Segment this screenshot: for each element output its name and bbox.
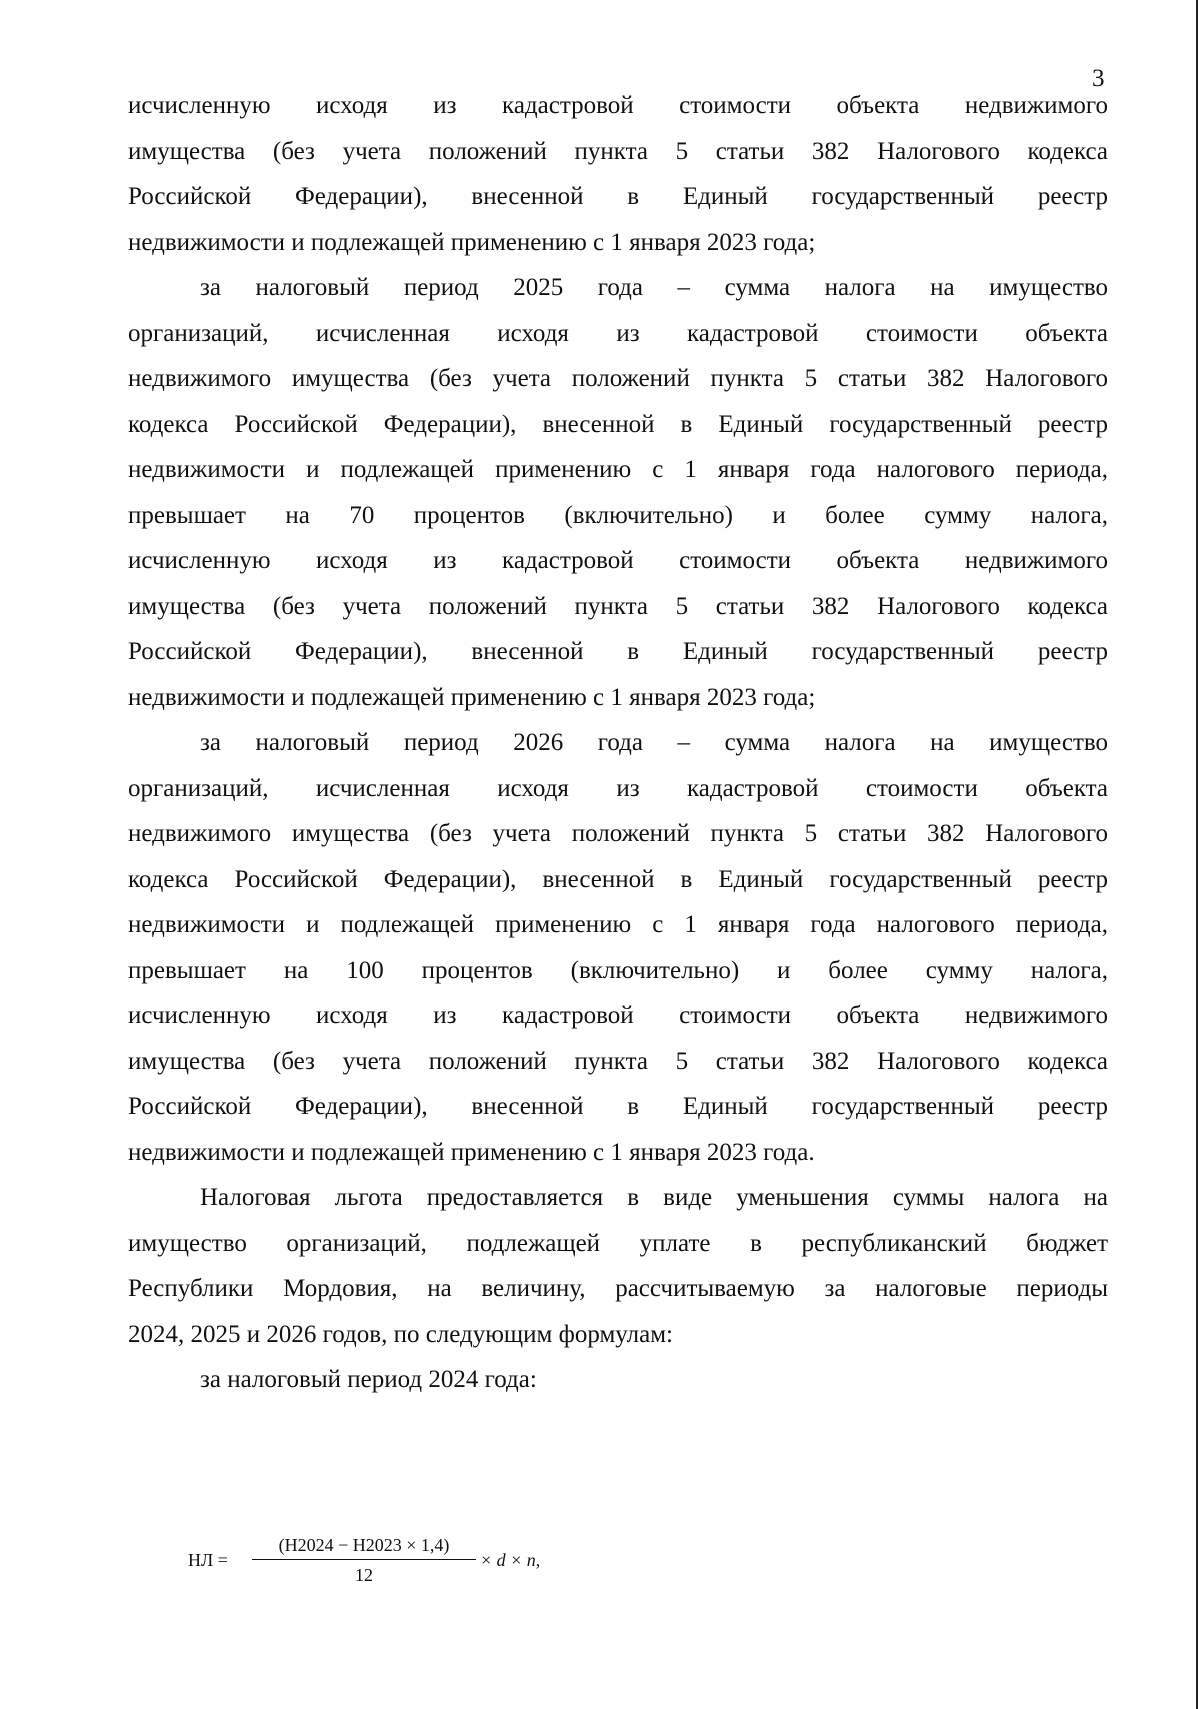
- text-line: кодекса Российской Федерации), внесенной в Единый государственный реестр: [128, 866, 1108, 893]
- text-line: исчисленную исходя из кадастровой стоимости объекта недвижимого: [128, 92, 1108, 119]
- text-line: исчисленную исходя из кадастровой стоимости объекта недвижимого: [128, 1002, 1108, 1029]
- formula-fraction: [252, 1532, 476, 1588]
- text-line: недвижимости и подлежащей применению с 1 января 2023 года.: [128, 1139, 815, 1166]
- text-line: Налоговая льгота предоставляется в виде уменьшения суммы налога на: [200, 1184, 1108, 1211]
- text-line: исчисленную исходя из кадастровой стоимости объекта недвижимого: [128, 547, 1108, 574]
- text-line: имущества (без учета положений пункта 5 статьи 382 Налогового кодекса: [128, 138, 1108, 165]
- text-line: имущества (без учета положений пункта 5 статьи 382 Налогового кодекса: [128, 593, 1108, 620]
- text-line: недвижимости и подлежащей применению с 1 января года налогового периода,: [128, 911, 1108, 938]
- formula-lhs: НЛ =: [188, 1550, 228, 1570]
- formula-denominator: 12: [355, 1565, 373, 1585]
- formula-rhs: × d × n,: [480, 1550, 541, 1570]
- page-edge: [1196, 0, 1198, 1709]
- text-line: за налоговый период 2024 года:: [200, 1366, 537, 1393]
- text-line: недвижимости и подлежащей применению с 1 января 2023 года;: [128, 684, 816, 711]
- text-line: за налоговый период 2026 года – сумма налога на имущество: [200, 729, 1108, 756]
- text-line: Республики Мордовия, на величину, рассчитываемую за налоговые периоды: [128, 1275, 1108, 1302]
- text-line: кодекса Российской Федерации), внесенной в Единый государственный реестр: [128, 411, 1108, 438]
- text-line: недвижимости и подлежащей применению с 1 января 2023 года;: [128, 229, 816, 256]
- fraction-bar: [252, 1559, 476, 1560]
- text-line: организаций, исчисленная исходя из кадастровой стоимости объекта: [128, 775, 1108, 802]
- text-line: недвижимого имущества (без учета положений пункта 5 статьи 382 Налогового: [128, 365, 1108, 392]
- text-line: Российской Федерации), внесенной в Единый государственный реестр: [128, 1093, 1108, 1120]
- text-line: 2024, 2025 и 2026 годов, по следующим формулам:: [128, 1321, 674, 1348]
- text-line: превышает на 100 процентов (включительно) и более сумму налога,: [128, 957, 1108, 984]
- text-line: Российской Федерации), внесенной в Единый государственный реестр: [128, 183, 1108, 210]
- text-line: организаций, исчисленная исходя из кадастровой стоимости объекта: [128, 320, 1108, 347]
- tax-relief-formula: [188, 1532, 588, 1592]
- text-line: недвижимости и подлежащей применению с 1 января года налогового периода,: [128, 456, 1108, 483]
- formula-numerator: (Н2024 − Н2023 × 1,4): [278, 1535, 450, 1555]
- text-line: Российской Федерации), внесенной в Единый государственный реестр: [128, 638, 1108, 665]
- text-line: имущества (без учета положений пункта 5 статьи 382 Налогового кодекса: [128, 1048, 1108, 1075]
- text-line: имущество организаций, подлежащей уплате в республиканский бюджет: [128, 1230, 1108, 1257]
- page-number: 3: [1092, 65, 1105, 92]
- text-line: за налоговый период 2025 года – сумма налога на имущество: [200, 274, 1108, 301]
- text-line: превышает на 70 процентов (включительно) и более сумму налога,: [128, 502, 1108, 529]
- text-line: недвижимого имущества (без учета положений пункта 5 статьи 382 Налогового: [128, 820, 1108, 847]
